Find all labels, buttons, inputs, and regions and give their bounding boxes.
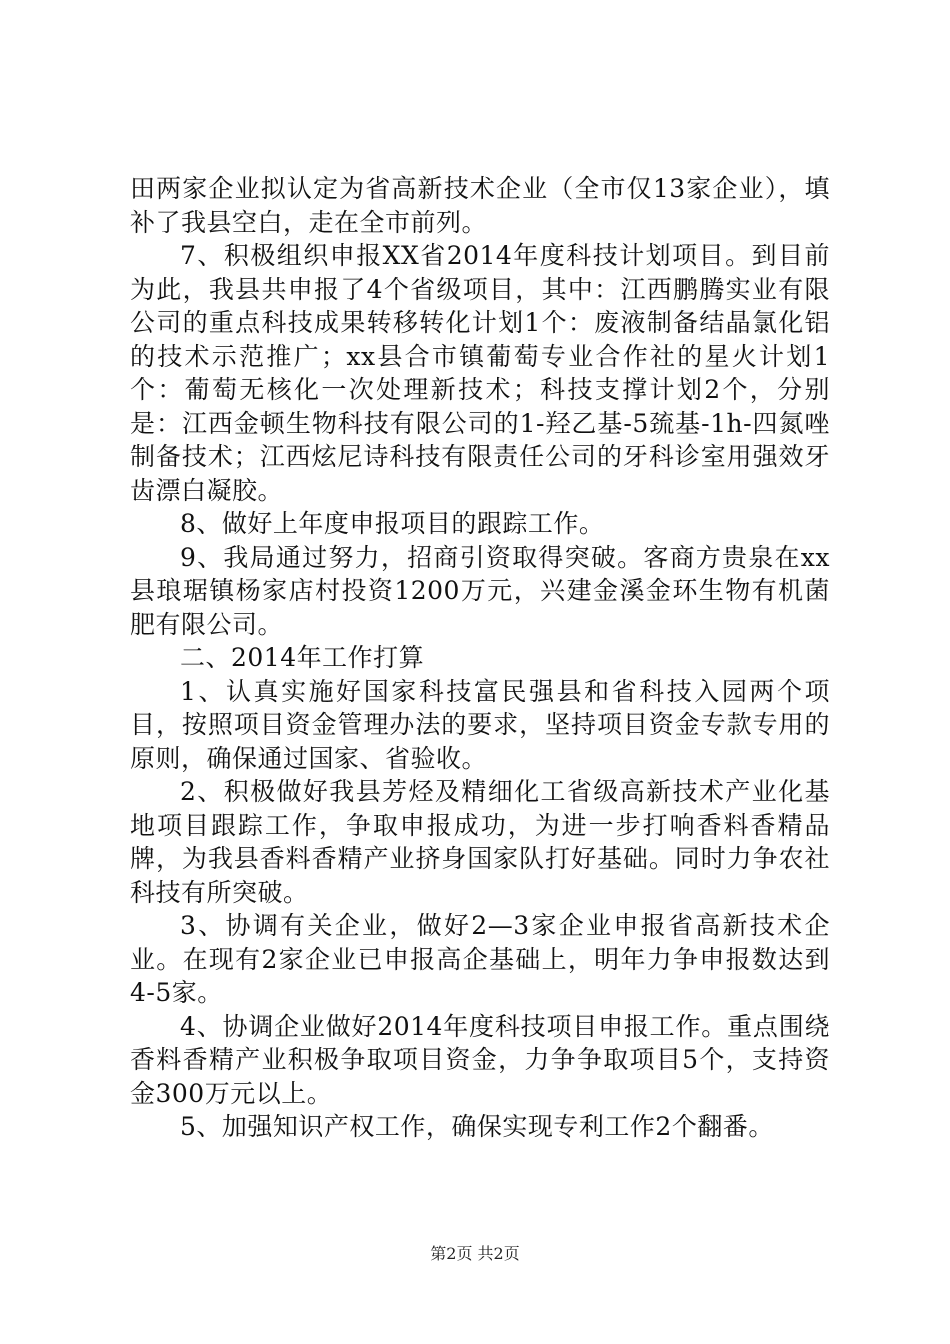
paragraph-plan-5: 5、加强知识产权工作，确保实现专利工作2个翻番。 [180, 1112, 774, 1141]
paragraph-continuation: 田两家企业拟认定为省高新技术企业（全市仅13家企业），填补了我县空白，走在全市前列。 [130, 174, 830, 237]
page-footer: 第2页 共2页 [430, 1244, 520, 1263]
paragraph-plan-2: 2、积极做好我县芳烃及精细化工省级高新技术产业化基地项目跟踪工作，争取申报成功，为进一步打响香料香精品牌，为我县香料香精产业挤身国家队打好基础。同时力争农社科技有所突破。 [130, 777, 830, 907]
document-body [130, 172, 830, 1144]
paragraph-item-7: 7、积极组织申报XX省2014年度科技计划项目。到目前为此，我县共申报了4个省级项目，其中：江西鹏腾实业有限公司的重点科技成果转移转化计划1个：废液制备结晶氯化铝的技术示范推广；xx县合市镇葡萄专业合作社的星火计划1个：葡萄无核化一次处理新技术；科技支撑计划2个，分别是：江西金顿生物科技有限公司的1-羟乙基-5巯基-1h-四氮唑制备技术；江西炫尼诗科技有限责任公司的牙科诊室用强效牙齿漂白凝胶。 [130, 241, 830, 505]
paragraph-plan-1: 1、认真实施好国家科技富民强县和省科技入园两个项目，按照项目资金管理办法的要求，坚持项目资金专款专用的原则，确保通过国家、省验收。 [130, 676, 830, 773]
paragraph-plan-3: 3、协调有关企业，做好2—3家企业申报省高新技术企业。在现有2家企业已申报高企基础上，明年力争申报数达到4-5家。 [130, 911, 830, 1007]
paragraph-plan-4: 4、协调企业做好2014年度科技项目申报工作。重点围绕香料香精产业积极争取项目资金，力争争取项目5个，支持资金300万元以上。 [130, 1011, 830, 1108]
paragraph-item-8: 8、做好上年度申报项目的跟踪工作。 [180, 509, 605, 538]
paragraph-item-9: 9、我局通过努力，招商引资取得突破。客商方贵泉在xx县琅琚镇杨家店村投资1200万元，兴建金溪金环生物有机菌肥有限公司。 [130, 542, 830, 639]
section-heading-2014-plan: 二、2014年工作打算 [180, 643, 425, 672]
